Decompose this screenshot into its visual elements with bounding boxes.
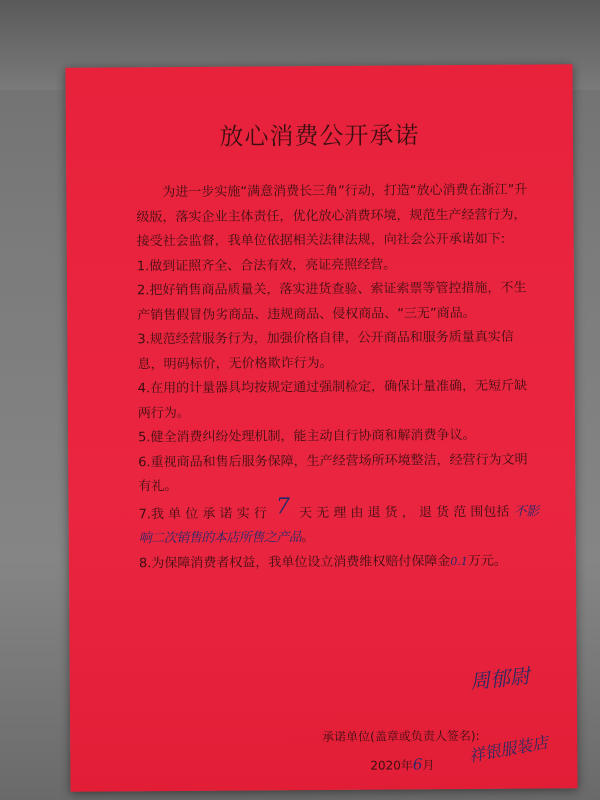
document-title: 放心消费公开承诺 — [219, 121, 420, 151]
item7-suffix: 。 — [301, 530, 315, 546]
handwritten-signature: 周郁尉 — [468, 663, 532, 695]
document-body — [136, 178, 539, 576]
commitment-item-4: 4.在用的计量器具均按规定通过强制检定，确保计量准确，无短斤缺两行为。 — [137, 378, 528, 421]
document-date — [370, 755, 434, 773]
commitment-item-3: 3.规范经营服务行为，加强价格自律，公开商品和服务质量真实信息，明码标价，无价格欺诈行为。 — [137, 329, 514, 372]
signer-label: 承诺单位(盖章或负责人签名): — [322, 728, 480, 745]
date-year: 2020年 — [370, 758, 413, 773]
item8-suffix: 万元。 — [467, 553, 507, 569]
commitment-item-2: 2.把好销售商品质量关，落实进货查验、索证索票等管控措施，不生产销售假冒伪劣商品、违规商品、侵权商品、“三无”商品。 — [136, 280, 527, 323]
item7-range-handwritten: 不影响二次销售的本店所售之产品 — [138, 503, 539, 547]
intro-paragraph: 为进一步实施“满意消费长三角”行动，打造“放心消费在浙江”升级版，落实企业主体责任，优化放心消费环境，规范生产经营行为，接受社会监督，我单位依据相关法律法规，向社会公开承诺如下: — [136, 182, 528, 250]
item7-middle: 天 无 理 由 退 货 ， 退 货 范 围包括 — [299, 504, 510, 521]
date-month-handwritten: 6 — [412, 755, 423, 774]
commitment-item-5: 5.健全消费纠纷处理机制，能主动自行协商和解消费争议。 — [138, 427, 476, 446]
commitment-sheet — [65, 64, 577, 792]
item7-prefix: 7.我 单 位 承 诺 实 行 — [138, 505, 267, 522]
commitment-item-6: 6.重视商品和售后服务保障，生产经营场所环境整洁，经营行为文明有礼。 — [138, 452, 528, 495]
commitment-item-7 — [138, 493, 539, 552]
date-month-suffix: 月 — [422, 758, 435, 773]
signer-name-handwritten: 祥银服装店 — [467, 732, 550, 766]
commitment-item-8 — [139, 549, 539, 576]
item7-days-handwritten: 7 — [275, 493, 290, 519]
item8-prefix: 8.为保障消费者权益，我单位设立消费维权赔付保障金 — [138, 553, 451, 571]
commitment-item-1: 1.做到证照齐全、合法有效，亮证亮照经营。 — [136, 256, 397, 274]
item8-amount-handwritten: 0.1 — [450, 554, 468, 568]
